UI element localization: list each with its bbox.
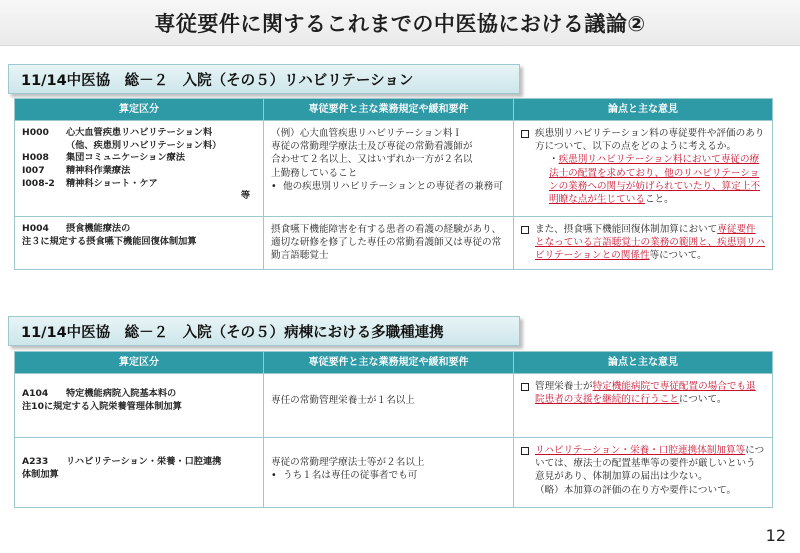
points-cell: [514, 438, 773, 508]
requirement-text: 摂食嚥下機能障害を有する患者の看護の経験があり、適切な研修を修了した専任の常勤看護師又は専従の常勤言語聴覚士: [271, 224, 502, 262]
section-heading-multidisciplinary: [8, 316, 520, 346]
table-row: [15, 121, 773, 217]
header-requirement: 専従要件と主な業務規定や緩和要件: [264, 99, 514, 121]
table-header-row: [15, 352, 773, 374]
header-points: 論点と主な意見: [514, 352, 773, 374]
table-row: [15, 438, 773, 508]
requirement-bullet: • うち１名は専任の従事者でも可: [271, 470, 418, 482]
requirement-cell: [264, 438, 514, 508]
section-heading-text: 11/14中医協 総－２ 入院（その５）病棟における多職種連携: [21, 324, 444, 341]
rehab-table: [14, 98, 773, 270]
points-cell: [514, 374, 773, 438]
point-item: 疾患別リハビリテーション料の専従要件や評価のあり方について、以下の点をどのように考えるか。 ・疾患別リハビリテーション料において専従の療法士の配置を求めており、他のリハビリテーションの業務への関与が妨げられていたり、算定上不明瞭な点が生じていること。: [521, 127, 765, 206]
category-cell: [15, 121, 264, 217]
point-item: また、摂食嚥下機能回復体制加算において専従要件となっている言語聴覚士の業務の範囲と、疾患別リハビリテーションとの関係性等について。: [521, 223, 765, 263]
category-line: （他、疾患別リハビリテーション料）: [66, 139, 222, 151]
point-item: 管理栄養士が特定機能病院で専従配置の場合でも退院患者の支援を継続的に行うことについて。: [521, 380, 765, 406]
highlighted-text: 専従要件となっている言語聴覚士の業務の範囲と、疾患別リハビリテーションとの関係性: [535, 224, 765, 262]
square-bullet-icon: [521, 447, 529, 455]
requirement-cell: [264, 217, 514, 270]
section-heading-rehab: [8, 64, 520, 94]
category-line: H000 心大血管疾患リハビリテーション料: [22, 127, 213, 138]
header-requirement: 専従要件と主な業務規定や緩和要件: [264, 352, 514, 374]
square-bullet-icon: [521, 130, 529, 138]
page-title: 専従要件に関するこれまでの中医協における議論②: [154, 11, 646, 36]
table-row: [15, 374, 773, 438]
requirement-line: （例）心大血管疾患リハビリテーション料Ｉ: [271, 128, 463, 139]
requirement-text: 専従の常勤理学療法士等が２名以上: [271, 457, 425, 468]
multidisciplinary-table: [14, 351, 773, 508]
category-suffix: 等: [240, 190, 250, 202]
points-cell: [514, 217, 773, 270]
square-bullet-icon: [521, 383, 529, 391]
category-line: 体制加算: [22, 468, 59, 480]
requirement-cell: [264, 121, 514, 217]
header-points: 論点と主な意見: [514, 99, 773, 121]
title-bar: [0, 0, 800, 46]
category-line: H004 摂食機能療法の: [22, 223, 131, 234]
category-line: A104 特定機能病院入院基本料の: [22, 388, 177, 399]
category-line: H008 集団コミュニケーション療法: [22, 152, 185, 164]
category-line: 注10に規定する入院栄養管理体制加算: [22, 400, 182, 412]
points-cell: [514, 121, 773, 217]
header-category: 算定区分: [15, 99, 264, 121]
category-line: I007 精神科作業療法: [22, 165, 131, 177]
category-line: 注３に規定する摂食嚥下機能回復体制加算: [22, 235, 197, 247]
requirement-line: 合わせて２名以上、又はいずれか一方が２名以: [271, 154, 473, 166]
section-heading-text: 11/14中医協 総－２ 入院（その５）リハビリテーション: [21, 72, 414, 89]
page-number: 12: [765, 526, 786, 545]
requirement-cell: [264, 374, 514, 438]
category-cell: [15, 374, 264, 438]
requirement-line: 上勤務していること: [271, 167, 358, 179]
square-bullet-icon: [521, 226, 529, 234]
highlighted-text: 特定機能病院で専従配置の場合でも退院患者の支援を継続的に行うこと: [535, 381, 756, 406]
category-line: A233 リハビリテーション・栄養・口腔連携: [22, 456, 222, 467]
table-row: [15, 217, 773, 270]
highlighted-text: 疾患別リハビリテーション料において専従の療法士の配置を求めており、他のリハビリテーションの業務への関与が妨げられていたり、算定上不明瞭な点が生じている: [549, 154, 761, 206]
requirement-text: 専任の常勤管理栄養士が１名以上: [271, 395, 415, 406]
highlighted-text: リハビリテーション・栄養・口腔連携体制加算等: [535, 445, 746, 456]
requirement-line: 専従の常勤理学療法士及び専従の常勤看護師が: [271, 141, 473, 153]
category-cell: [15, 217, 264, 270]
category-line: I008-2 精神科ショート・ケア: [22, 177, 158, 189]
point-item: リハビリテーション・栄養・口腔連携体制加算等については、療法士の配置基準等の要件が厳しいという意見があり、体制加算の届出は少ない。 （略）本加算の評価の在り方や要件について。: [521, 444, 765, 497]
header-category: 算定区分: [15, 352, 264, 374]
category-cell: [15, 438, 264, 508]
table-header-row: [15, 99, 773, 121]
requirement-bullet: • 他の疾患別リハビリテーションとの専従者の兼務可: [271, 180, 503, 192]
